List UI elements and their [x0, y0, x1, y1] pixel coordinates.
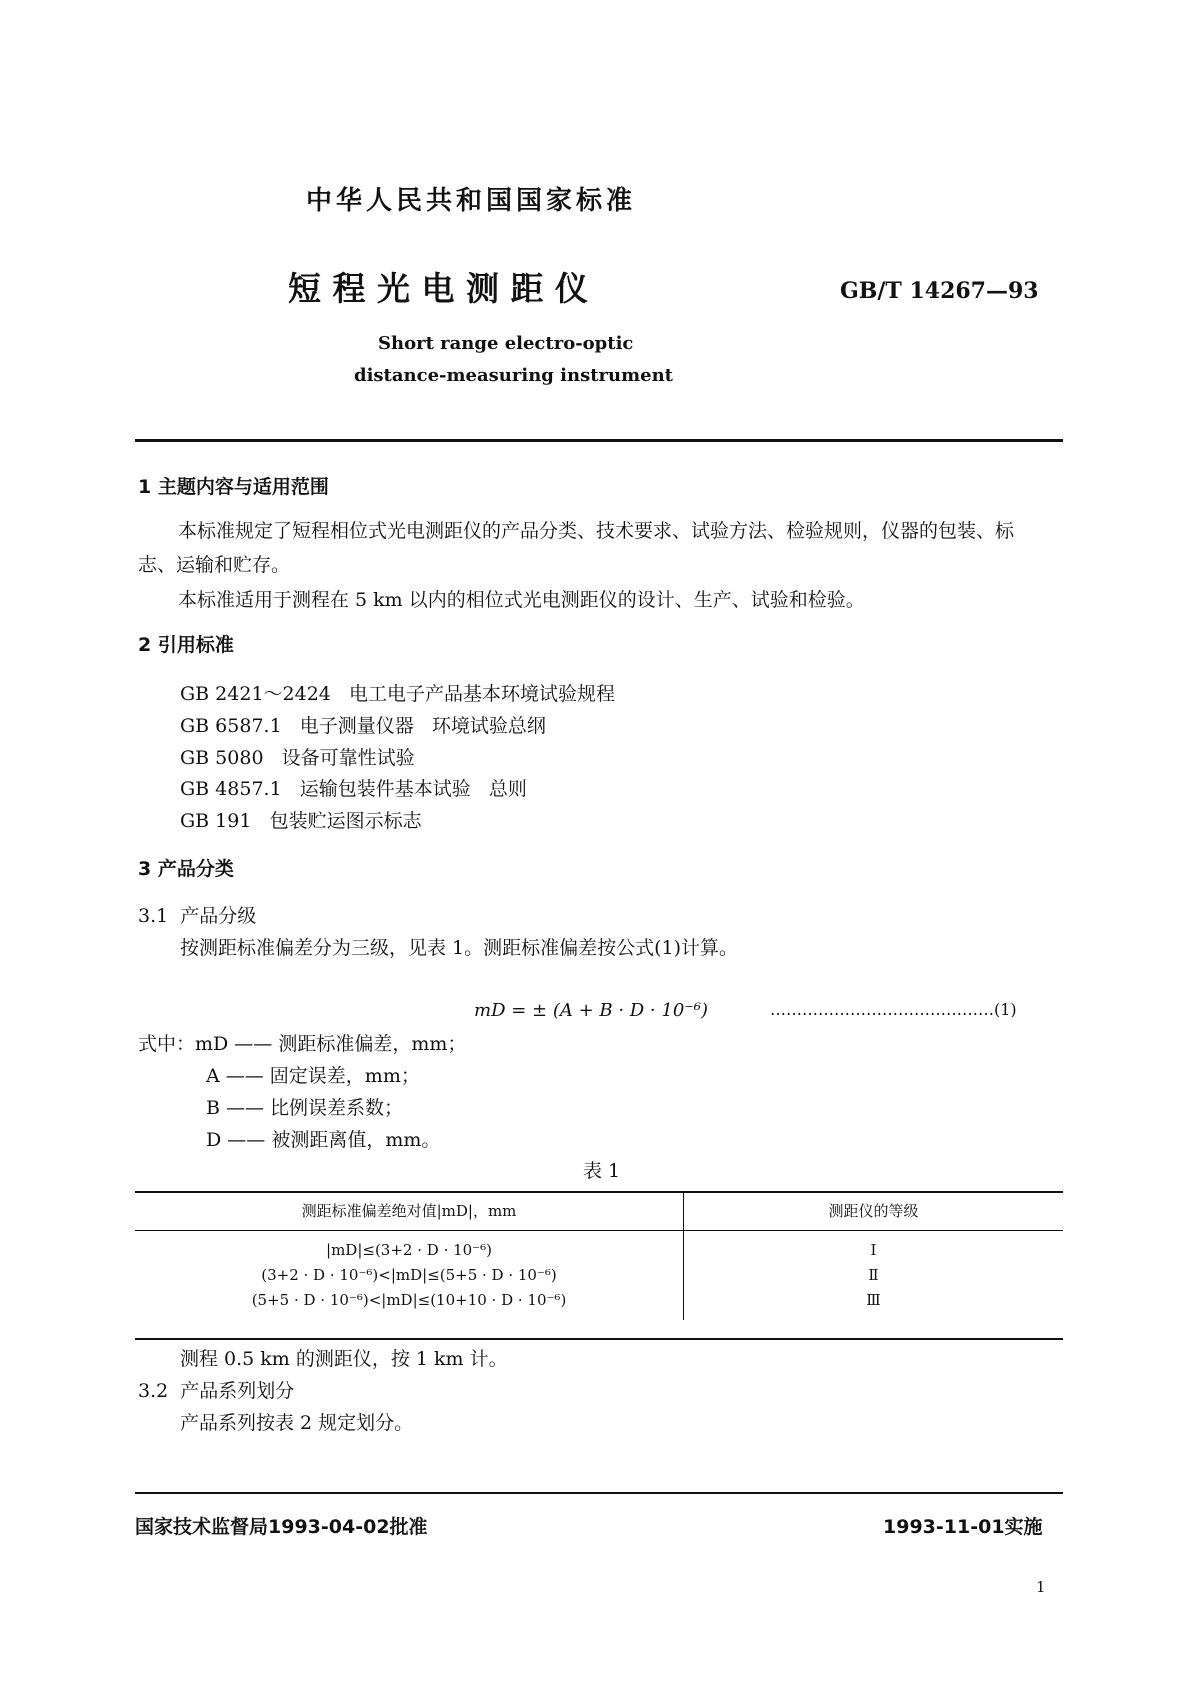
section-3-heading: 3 产品分类 — [138, 858, 234, 880]
reference-item: GB 4857.1 运输包装件基本试验 总则 — [180, 778, 527, 800]
reference-item: GB 5080 设备可靠性试验 — [180, 747, 415, 769]
table-bottom-rule — [135, 1338, 1063, 1340]
where-item: D —— 被测距离值，mm。 — [206, 1129, 441, 1151]
header-rule — [135, 439, 1063, 442]
section-1-para-1: 本标准规定了短程相位式光电测距仪的产品分类、技术要求、试验方法、检验规则，仪器的包装、标 — [178, 520, 1015, 542]
column-header: 测距标准偏差绝对值|mD|，mm — [135, 1192, 684, 1230]
table-row — [135, 1260, 1063, 1290]
column-header: 测距仪的等级 — [684, 1192, 1064, 1230]
table-cell: Ⅱ — [868, 1266, 879, 1284]
formula: mD = ± (A + B · D · 10⁻⁶) — [474, 1000, 709, 1021]
section-2-heading: 2 引用标准 — [138, 634, 234, 656]
section-1-heading: 1 主题内容与适用范围 — [138, 476, 329, 498]
table-caption: 表 1 — [583, 1160, 621, 1182]
section-3-2-text: 产品系列按表 2 规定划分。 — [180, 1412, 414, 1434]
grade-table — [135, 1192, 1063, 1320]
table-cell: Ⅰ — [870, 1241, 877, 1260]
title-cn: 短 程 光 电 测 距 仪 — [288, 269, 588, 308]
formula-number: ……………………………………(1) — [770, 1000, 1017, 1019]
effective-date: 1993-11-01实施 — [883, 1516, 1043, 1538]
section-1-para-1-cont: 志、运输和贮存。 — [138, 554, 291, 576]
table-header-row — [135, 1192, 1063, 1230]
standard-number: GB/T 14267—93 — [840, 278, 1039, 304]
page-number: 1 — [1036, 1578, 1046, 1596]
table-cell: (5+5 · D · 10⁻⁶)<|mD|≤(10+10 · D · 10⁻⁶) — [135, 1290, 684, 1320]
title-en-line2: distance-measuring instrument — [354, 365, 673, 386]
where-item: A —— 固定误差，mm； — [206, 1065, 420, 1087]
where-item: 式中：mD —— 测距标准偏差，mm； — [138, 1033, 467, 1055]
footer-rule — [135, 1492, 1063, 1494]
reference-item: GB 191 包装贮运图示标志 — [180, 810, 422, 832]
table-cell: Ⅲ — [866, 1291, 881, 1309]
table-cell: |mD|≤(3+2 · D · 10⁻⁶) — [135, 1230, 684, 1260]
reference-item: GB 2421～2424 电工电子产品基本环境试验规程 — [180, 683, 616, 705]
national-standard-heading: 中华人民共和国国家标准 — [306, 186, 637, 216]
section-3-1-heading: 3.1 产品分级 — [138, 905, 257, 927]
where-item: B —— 比例误差系数； — [206, 1097, 404, 1119]
table-row — [135, 1290, 1063, 1320]
section-3-2-heading: 3.2 产品系列划分 — [138, 1380, 295, 1402]
table-cell: (3+2 · D · 10⁻⁶)<|mD|≤(5+5 · D · 10⁻⁶) — [135, 1260, 684, 1290]
table-note: 测程 0.5 km 的测距仪，按 1 km 计。 — [180, 1348, 508, 1370]
table-row — [135, 1230, 1063, 1260]
title-en-line1: Short range electro-optic — [378, 333, 634, 354]
approval-date: 国家技术监督局1993-04-02批准 — [135, 1516, 428, 1538]
reference-item: GB 6587.1 电子测量仪器 环境试验总纲 — [180, 715, 546, 737]
section-1-para-2: 本标准适用于测程在 5 km 以内的相位式光电测距仪的设计、生产、试验和检验。 — [178, 589, 865, 611]
section-3-1-text: 按测距标准偏差分为三级，见表 1。测距标准偏差按公式(1)计算。 — [180, 937, 739, 959]
